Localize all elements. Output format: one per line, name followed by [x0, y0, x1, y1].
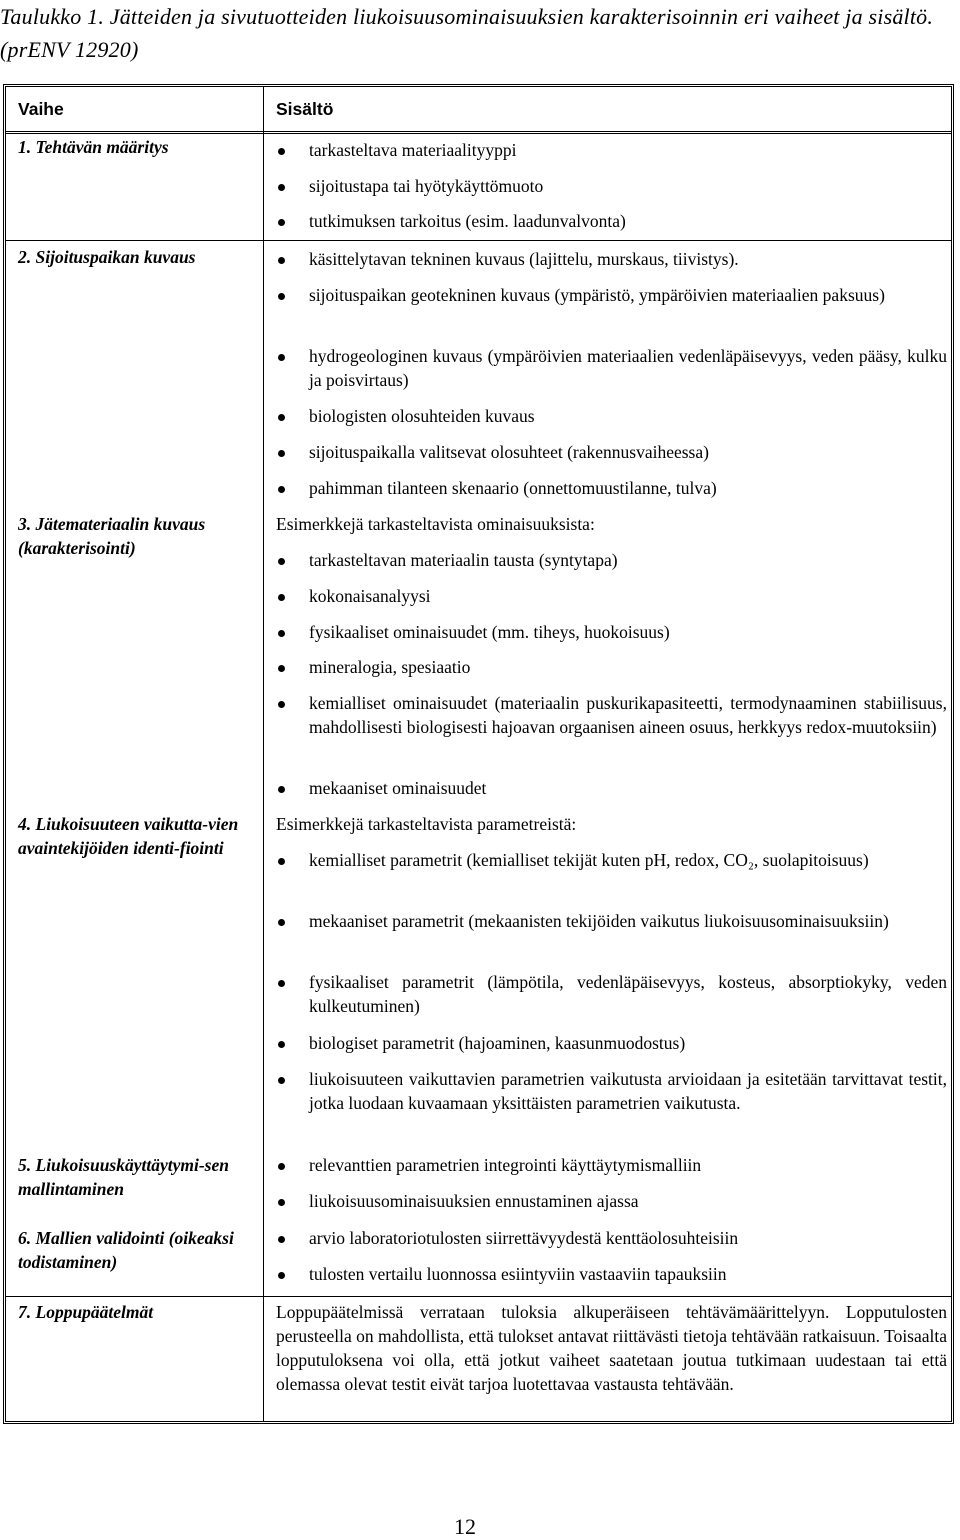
list-item: sijoitustapa tai hyötykäyttömuoto — [271, 174, 947, 198]
bullet-icon — [278, 257, 285, 264]
characterization-table — [3, 84, 954, 1424]
bullet-icon — [278, 1041, 285, 1048]
bullet-icon — [278, 414, 285, 421]
row-divider-2 — [6, 1296, 951, 1297]
stage-1: 1. Tehtävän määritys — [18, 137, 169, 157]
bullet-icon — [278, 1272, 285, 1279]
list-item: mineralogia, spesiaatio — [271, 655, 947, 679]
list-item: arvio laboratoriotulosten siirrettävyydestä kenttäolosuhteisiin — [271, 1226, 947, 1250]
bullet-icon — [278, 630, 285, 637]
list-item: kemialliset parametrit (kemialliset tekijät kuten pH, redox, CO₂, suolapitoisuus) — [271, 848, 947, 872]
stage-5: 5. Liukoisuuskäyttäytymi-sen mallintaminen — [18, 1155, 229, 1199]
bullet-icon — [278, 786, 285, 793]
header-divider — [6, 131, 951, 134]
bullet-icon — [278, 1199, 285, 1206]
stage-3: 3. Jätemateriaalin kuvaus (karakterisointi) — [18, 514, 206, 558]
stage-7: 7. Loppupäätelmät — [18, 1302, 154, 1322]
list-item: mekaaniset ominaisuudet — [271, 776, 947, 800]
list-item: sijoituspaikan geotekninen kuvaus (ympäristö, ympäröivien materiaalien paksuus) — [271, 283, 947, 307]
row-divider-1 — [6, 240, 951, 241]
bullet-icon — [278, 219, 285, 226]
conclusion-text: Loppupäätelmissä verrataan tuloksia alkuperäiseen tehtävämäärittelyyn. Lopputulosten perusteella on mahdollista, että tulokset antavat riittävästi tietoja tehtävään ratkaisuun. Toisaalta lopputuloksena voi olla, että jotkut vaiheet saatetaan joutua tutkimaan uudestaan tai että olemassa olevat testit eivät tarjoa luotettavaa vastausta tehtävään. — [276, 1302, 948, 1394]
list-item: kokonaisanalyysi — [271, 584, 947, 608]
list-item: mekaaniset parametrit (mekaanisten tekijöiden vaikutus liukoisuusominaisuuksiin) — [271, 909, 947, 933]
list-item: fysikaaliset parametrit (lämpötila, vedenläpäisevyys, kosteus, absorptiokyky, veden kulkeutuminen) — [271, 970, 947, 1018]
table-caption: Taulukko 1. Jätteiden ja sivutuotteiden liukoisuusominaisuuksien karakterisoinnin eri vaiheet ja sisältö. (prENV 12920) — [0, 4, 934, 62]
bullet-icon — [278, 558, 285, 565]
page-number: 12 — [454, 1514, 476, 1539]
list-item: liukoisuusominaisuuksien ennustaminen ajassa — [271, 1189, 947, 1213]
list-item: biologisten olosuhteiden kuvaus — [271, 404, 947, 428]
bullet-icon — [278, 184, 285, 191]
list-item: liukoisuuteen vaikuttavien parametrien vaikutusta arvioidaan ja esitetään tarvittavat testit, jotka luodaan kuvaamaan yksittäisten parametrien vaikutusta. — [271, 1067, 947, 1115]
list-item: tarkasteltavan materiaalin tausta (syntytapa) — [271, 548, 947, 572]
section4-intro: Esimerkkejä tarkasteltavista parametreistä: — [276, 814, 577, 834]
bullet-icon — [278, 858, 285, 865]
bullet-icon — [278, 701, 285, 708]
bullet-icon — [278, 486, 285, 493]
header-content: Sisältö — [276, 99, 334, 119]
bullet-icon — [278, 1236, 285, 1243]
list-item: tulosten vertailu luonnossa esiintyviin vastaaviin tapauksiin — [271, 1262, 947, 1286]
bullet-icon — [278, 450, 285, 457]
list-item: kemialliset ominaisuudet (materiaalin puskurikapasiteetti, termodynaaminen stabiilisuus, mahdollisesti biologisesti hajoavan orgaanisen aineen osuus, herkkyys redox-muutoksiin) — [271, 691, 947, 739]
list-item: tutkimuksen tarkoitus (esim. laadunvalvonta) — [271, 209, 947, 233]
bullet-icon — [278, 919, 285, 926]
bullet-icon — [278, 665, 285, 672]
stage-6: 6. Mallien validointi (oikeaksi todistaminen) — [18, 1228, 234, 1272]
section3-intro: Esimerkkejä tarkasteltavista ominaisuuksista: — [276, 514, 595, 534]
bullet-icon — [278, 148, 285, 155]
list-item: tarkasteltava materiaalityyppi — [271, 138, 947, 162]
list-item: relevanttien parametrien integrointi käyttäytymismalliin — [271, 1153, 947, 1177]
bullet-icon — [278, 980, 285, 987]
list-item: hydrogeologinen kuvaus (ympäröivien materiaalien vedenläpäisevyys, veden pääsy, kulku ja poisvirtaus) — [271, 344, 947, 392]
list-item: biologiset parametrit (hajoaminen, kaasunmuodostus) — [271, 1031, 947, 1055]
list-item: käsittelytavan tekninen kuvaus (lajittelu, murskaus, tiivistys). — [271, 247, 947, 271]
list-item: sijoituspaikalla valitsevat olosuhteet (rakennusvaiheessa) — [271, 440, 947, 464]
stage-2: 2. Sijoituspaikan kuvaus — [18, 247, 196, 267]
bullet-icon — [278, 1077, 285, 1084]
stage-4: 4. Liukoisuuteen vaikutta-vien avaintekijöiden identi-fiointi — [18, 814, 239, 858]
column-divider — [263, 87, 264, 1421]
header-stage: Vaihe — [18, 99, 64, 119]
list-item: fysikaaliset ominaisuudet (mm. tiheys, huokoisuus) — [271, 620, 947, 644]
list-item: pahimman tilanteen skenaario (onnettomuustilanne, tulva) — [271, 476, 947, 500]
bullet-icon — [278, 1163, 285, 1170]
bullet-icon — [278, 594, 285, 601]
bullet-icon — [278, 293, 285, 300]
bullet-icon — [278, 354, 285, 361]
